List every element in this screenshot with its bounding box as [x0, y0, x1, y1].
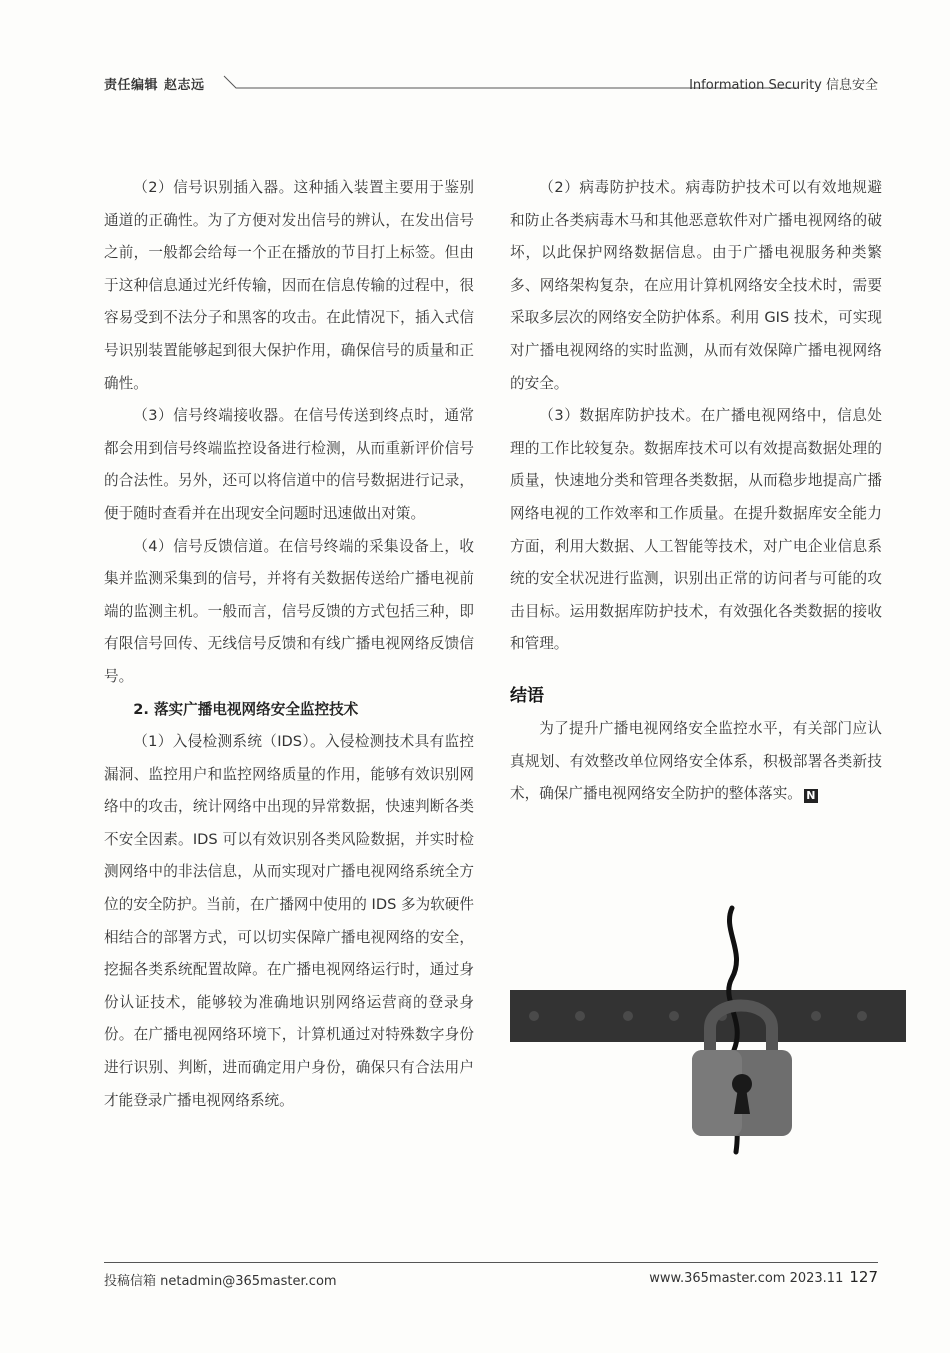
paragraph: （3）信号终端接收器。在信号传送到终点时，通常都会用到信号终端监控设备进行检测，从而重新评价信号的合法性。另外，还可以将信道中的信号数据进行记录，便于随时查看并在出现安全问题时迅速做出对策。: [104, 407, 474, 522]
paragraph: （2）信号识别插入器。这种插入装置主要用于鉴别通道的正确性。为了方便对发出信号的辨认，在发出信号之前，一般都会给每一个正在播放的节目打上标签。但由于这种信息通过光纤传输，因而在信息传输的过程中，很容易受到不法分子和黑客的攻击。在此情况下，插入式信号识别装置能够起到很大保护作用，确保信号的质量和正确性。: [104, 179, 474, 392]
section-heading: 2. 落实广播电视网络安全监控技术: [133, 700, 359, 718]
page-number: 127: [849, 1268, 878, 1286]
conclusion-paragraph: [510, 713, 882, 811]
editor-label: 责任编辑: [104, 78, 159, 93]
submission-email: 投稿信箱 netadmin@365master.com: [104, 1274, 337, 1289]
section-label: Information Security 信息安全: [689, 78, 878, 93]
conclusion-heading: 结语: [510, 685, 544, 706]
left-column: [104, 172, 474, 1117]
paragraph: （4）信号反馈信道。在信号终端的采集设备上，收集并监测采集到的信号，并将有关数据传送给广播电视前端的监测主机。一般而言，信号反馈的方式包括三种，即有限信号回传、无线信号反馈和有线广播电视网络反馈信号。: [104, 537, 474, 685]
end-mark-icon: N: [804, 789, 818, 803]
website-date: www.365master.com 2023.11: [649, 1271, 844, 1286]
right-column: [510, 172, 882, 811]
footer-info: [649, 1268, 878, 1286]
editor-credit: [104, 74, 205, 93]
running-header: [104, 72, 878, 92]
editor-name: 赵志远: [164, 78, 205, 93]
paragraph: （1）入侵检测系统（IDS）。入侵检测技术具有监控漏洞、监控用户和监控网络质量的作用，能够有效识别网络中的攻击，统计网络中出现的异常数据，快速判断各类不安全因素。IDS 可以有效识别各类风险数据，并实时检测网络中的非法信息，从而实现对广播电视网络系统全方位的安全防护。当前，在广播网中使用的 IDS 多为软硬件相结合的部署方式，可以切实保障广播电视网络的安全，挖掘各类系统配置故障。在广播电视网络运行时，通过身份认证技术，能够较为准确地识别网络运营商的登录身份。在广播电视网络环境下，计算机通过对特殊数字身份进行识别、判断，进而确定用户身份，确保只有合法用户才能登录广播电视网络系统。: [104, 733, 474, 1109]
paragraph: （3）数据库防护技术。在广播电视网络中，信息处理的工作比较复杂。数据库技术可以有效提高数据处理的质量，快速地分类和管理各类数据，从而稳步地提高广播网络电视的工作效率和工作质量。在提升数据库安全能力方面，利用大数据、人工智能等技术，对广电企业信息系统的安全状况进行监测，识别出正常的访问者与可能的攻击目标。运用数据库防护技术，有效强化各类数据的接收和管理。: [510, 407, 882, 653]
paragraph: （2）病毒防护技术。病毒防护技术可以有效地规避和防止各类病毒木马和其他恶意软件对广播电视网络的破坏，以此保护网络数据信息。由于广播电视服务种类繁多、网络架构复杂，在应用计算机网络安全技术时，需要采取多层次的网络安全防护体系。利用 GIS 技术，可实现对广播电视网络的实时监测，从而有效保障广播电视网络的安全。: [510, 179, 882, 392]
footer-rule: [104, 1262, 878, 1263]
conclusion-text: 为了提升广播电视网络安全监控水平，有关部门应认真规划、有效整改单位网络安全体系，积极部署各类新技术，确保广播电视网络安全防护的整体落实。: [510, 719, 882, 803]
padlock-illustration: [510, 900, 910, 1160]
